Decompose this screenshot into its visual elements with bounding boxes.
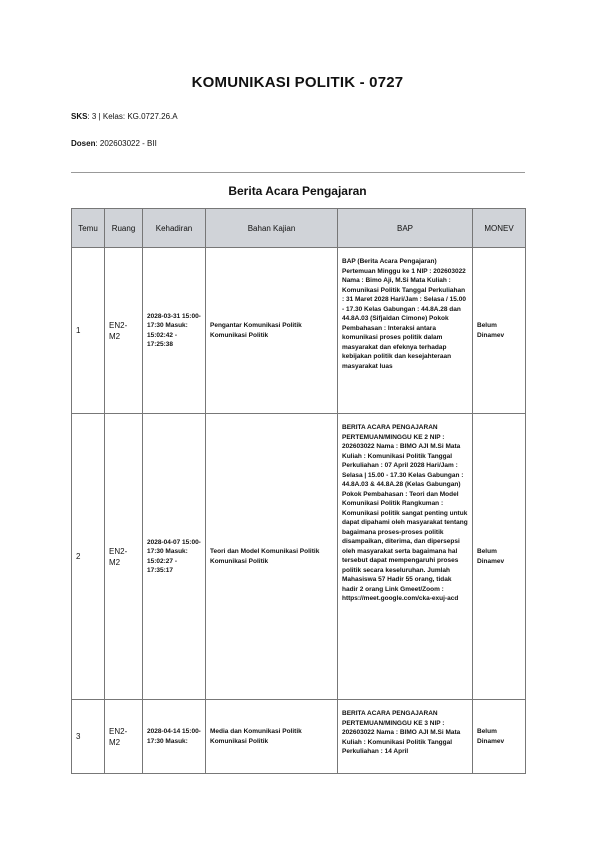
cell-bahan-kajian: Pengantar Komunikasi Politik Komunikasi Politik [206,248,338,414]
col-header-ruang: Ruang [105,209,143,248]
sks-kelas-line [71,112,178,121]
col-header-monev: MONEV [473,209,526,248]
col-header-temu: Temu [72,209,105,248]
cell-temu: 3 [72,700,105,774]
table-row [72,414,526,700]
cell-monev: Belum Dinamev [473,248,526,414]
dosen-label: Dosen [71,139,96,148]
col-header-bap: BAP [338,209,473,248]
dosen-line [71,139,157,148]
cell-bap: BERITA ACARA PENGAJARAN PERTEMUAN/MINGGU KE 2 NIP : 202603022 Nama : BIMO AJI M.Si Mata Kuliah : Komunikasi Politik Tanggal Perkuliahan : 07 April 2028 Hari/Jam : Selasa | 15.00 - 17.30 Kelas Gabungan : 44.8A.03 & 44.8A.28 (Kelas Gabungan) Pokok Pembahasan : Teori dan Model Komunikasi Politik Rangkuman : Komunikasi politik sangat penting untuk dapat dipahami oleh masyarakat tentang bagaimana proses-proses politik disampaikan, diterima, dan dipersepsi oleh masyarakat serta bagaimana hal tersebut dapat mempengaruhi proses politik secara keseluruhan. Jumlah Mahasiswa 57 Hadir 55 orang, tidak hadir 2 orang Link Gmeet/Zoom : https://meet.google.com/cka-exuj-acd [338,414,473,700]
cell-kehadiran: 2028-03-31 15:00-17:30 Masuk: 15:02:42 - 17:25:38 [143,248,206,414]
table-row [72,700,526,774]
sks-kelas-value: : 3 | Kelas: KG.0727.26.A [87,112,178,121]
sks-label: SKS [71,112,88,121]
page-title: KOMUNIKASI POLITIK - 0727 [191,74,404,91]
col-header-kehadiran: Kehadiran [143,209,206,248]
cell-bahan-kajian: Media dan Komunikasi Politik Komunikasi Politik [206,700,338,774]
cell-bap: BERITA ACARA PENGAJARAN PERTEMUAN/MINGGU KE 3 NIP : 202603022 Nama : BIMO AJI M.Si Mata Kuliah : Komunikasi Politik Tanggal Perkuliahan : 14 April [338,700,473,774]
section-title: Berita Acara Pengajaran [228,184,367,198]
cell-monev: Belum Dinamev [473,700,526,774]
cell-bap: BAP (Berita Acara Pengajaran) Pertemuan Minggu ke 1 NIP : 202603022 Nama : Bimo Aji, M.Si Mata Kuliah : Komunikasi Politik Tanggal Perkuliahan : 31 Maret 2028 Hari/Jam : Selasa / 15.00 - 17.30 Kelas Gabungan : 44.8A.28 dan 44.8A.03 (Sifjaidan Cimone) Pokok Pembahasan : Interaksi antara komunikasi proses politik dalam masyarakat dan efeknya terhadap kebijakan politik dan kesejahteraan masyarakat luas [338,248,473,414]
table-row [72,248,526,414]
bap-table [71,208,526,774]
divider [71,172,525,173]
cell-bahan-kajian: Teori dan Model Komunikasi Politik Komunikasi Politik [206,414,338,700]
cell-temu: 2 [72,414,105,700]
cell-ruang: EN2-M2 [105,248,143,414]
col-header-bahan-kajian: Bahan Kajian [206,209,338,248]
cell-kehadiran: 2028-04-07 15:00-17:30 Masuk: 15:02:27 - 17:35:17 [143,414,206,700]
cell-kehadiran: 2028-04-14 15:00-17:30 Masuk: [143,700,206,774]
cell-temu: 1 [72,248,105,414]
cell-ruang: EN2-M2 [105,700,143,774]
cell-monev: Belum Dinamev [473,414,526,700]
table-header-row [72,209,526,248]
cell-ruang: EN2-M2 [105,414,143,700]
dosen-value: : 202603022 - BII [95,139,157,148]
